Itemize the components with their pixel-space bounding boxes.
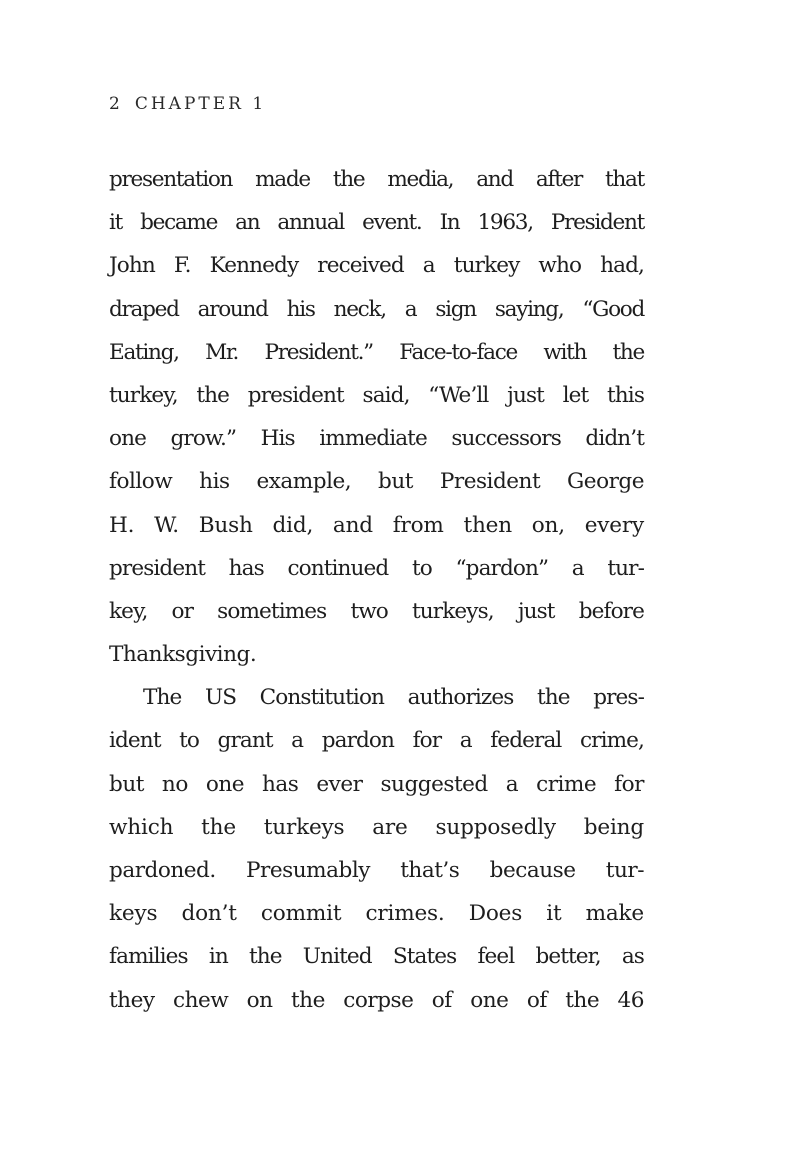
text-line: families in the United States feel better, as xyxy=(109,944,644,970)
paragraph-1 xyxy=(109,158,644,676)
text-line: it became an annual event. In 1963, President xyxy=(109,210,644,236)
text-line: H. W. Bush did, and from then on, every xyxy=(109,512,644,538)
text-line: The US Constitution authorizes the pres- xyxy=(143,685,644,711)
text-line: they chew on the corpse of one of the 46 xyxy=(109,987,644,1013)
text-line: follow his example, but President George xyxy=(109,469,644,495)
running-head xyxy=(109,94,266,114)
text-line: key, or sometimes two turkeys, just before xyxy=(109,598,644,624)
text-line: one grow.” His immediate successors didn’t xyxy=(109,426,644,452)
text-line: John F. Kennedy received a turkey who had, xyxy=(109,253,644,279)
text-line: Thanksgiving. xyxy=(109,642,257,668)
text-line: but no one has ever suggested a crime for xyxy=(109,771,644,797)
text-line: Eating, Mr. President.” Face-to-face with the xyxy=(109,339,644,365)
text-line: presentation made the media, and after that xyxy=(109,167,644,192)
text-line: pardoned. Presumably that’s because tur- xyxy=(109,858,644,883)
text-line: keys don’t commit crimes. Does it make xyxy=(109,901,644,927)
body-text xyxy=(109,158,644,1022)
text-line: president has continued to “pardon” a tur- xyxy=(109,555,644,581)
paragraph-2 xyxy=(109,676,644,1022)
page-number: 2 xyxy=(109,94,123,114)
text-line: which the turkeys are supposedly being xyxy=(109,814,644,840)
chapter-label: CHAPTER 1 xyxy=(134,94,267,114)
text-line: draped around his neck, a sign saying, “Good xyxy=(109,296,644,322)
text-line: turkey, the president said, “We’ll just let this xyxy=(109,382,644,408)
text-line: ident to grant a pardon for a federal crime, xyxy=(109,728,644,754)
